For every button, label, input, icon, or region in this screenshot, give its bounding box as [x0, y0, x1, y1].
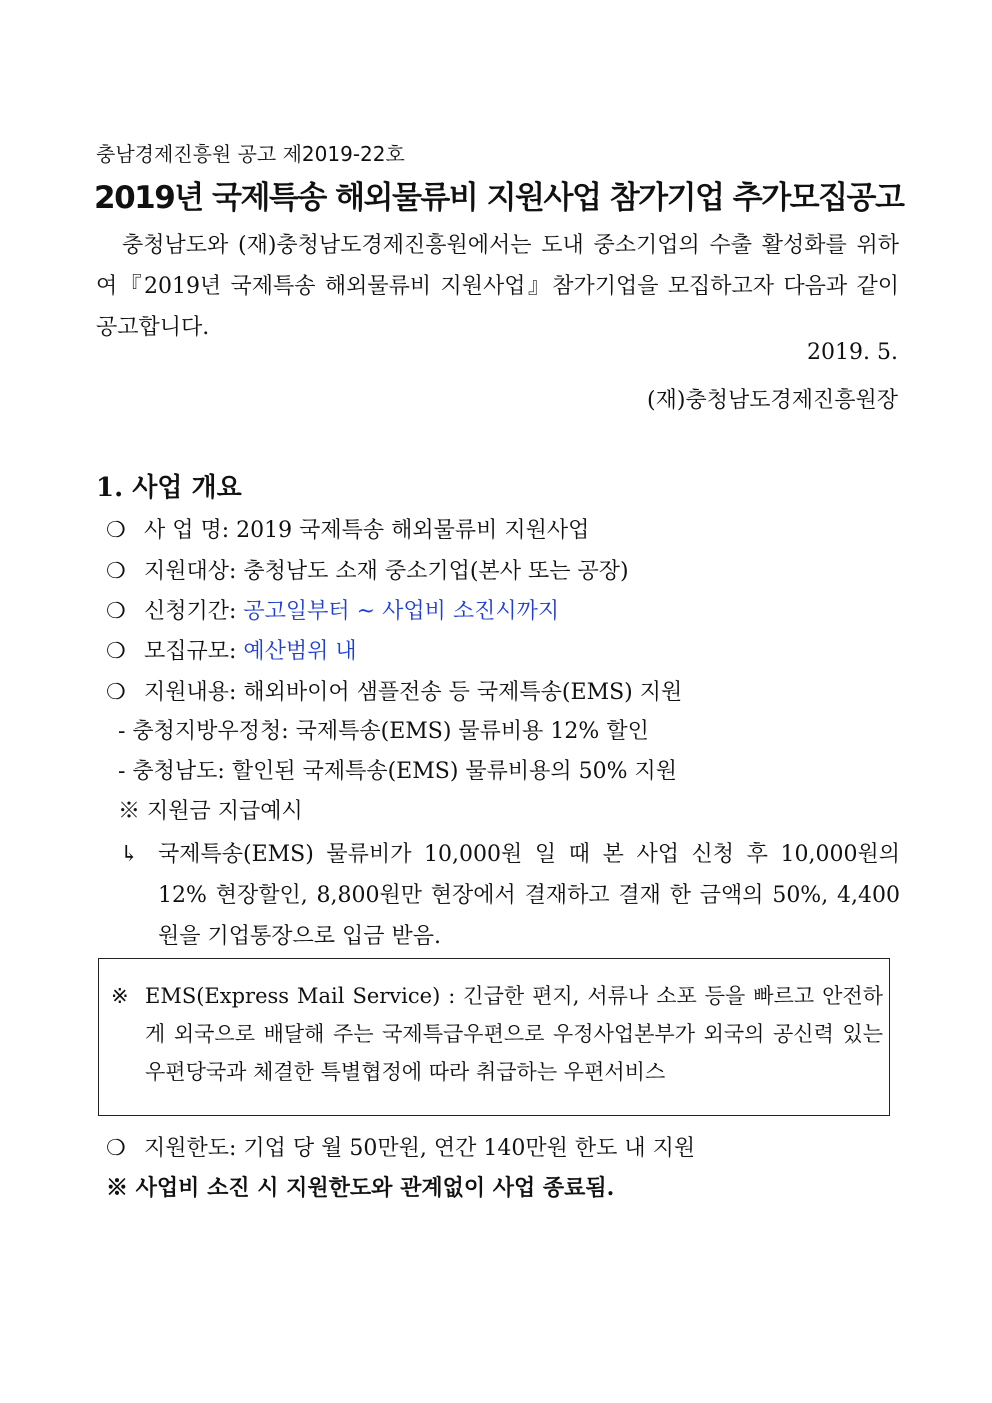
section-title-overview: 1. 사업 개요: [96, 473, 242, 503]
notice-number: 충남경제진흥원 공고 제2019-22호: [96, 142, 405, 166]
sub-item-postal-discount: - 충청지방우정청: 국제특송(EMS) 물류비용 12% 할인: [118, 719, 649, 744]
example-text: 국제특송(EMS) 물류비가 10,000원 일 때 본 사업 신청 후 10,000원의 12% 현장할인, 8,800원만 현장에서 결재하고 결재 한 금액의 50%, 4,400원을 기업통장으로 입금 받음.: [158, 842, 900, 949]
issuing-organization: (재)충청남도경제진흥원장: [647, 388, 898, 413]
ems-note-text: EMS(Express Mail Service) : 긴급한 편지, 서류나 소포 등을 빠르고 안전하게 외국으로 배달해 주는 국제특급우편으로 우정사업본부가 외국의 공신력 있는 우편당국과 체결한 특별협정에 따라 취급하는 우편서비스: [145, 984, 883, 1084]
item-value-highlight: 예산범위 내: [243, 639, 357, 664]
intro-paragraph: [96, 225, 899, 348]
circle-bullet-icon: ❍: [106, 639, 126, 664]
final-note: ※ 사업비 소진 시 지원한도와 관계없이 사업 종료됨.: [106, 1175, 615, 1201]
item-scale: [106, 634, 357, 665]
item-content: [106, 675, 682, 706]
item-label: 지원한도:: [144, 1136, 237, 1161]
item-label: 신청기간:: [144, 599, 237, 624]
item-value: 2019 국제특송 해외물류비 지원사업: [236, 518, 590, 543]
ems-note-box: [98, 958, 890, 1116]
ems-note: [111, 977, 883, 1091]
item-label: 지원내용:: [144, 680, 237, 705]
intro-text: 충청남도와 (재)충청남도경제진흥원에서는 도내 중소기업의 수출 활성화를 위하여『2019년 국제특송 해외물류비 지원사업』참가기업을 모집하고자 다음과 같이 공고합니다.: [96, 233, 899, 340]
reference-mark-icon: ※: [111, 984, 129, 1008]
circle-bullet-icon: ❍: [106, 559, 126, 584]
item-value: 해외바이어 샘플전송 등 국제특송(EMS) 지원: [243, 680, 683, 705]
document-title: 2019년 국제특송 해외물류비 지원사업 참가기업 추가모집공고: [94, 180, 904, 216]
item-value: 기업 당 월 50만원, 연간 140만원 한도 내 지원: [243, 1136, 696, 1161]
notice-date: 2019. 5.: [807, 340, 898, 365]
circle-bullet-icon: ❍: [106, 1136, 126, 1161]
item-value: 충청남도 소재 중소기업(본사 또는 공장): [243, 559, 629, 584]
example-heading: ※ 지원금 지급예시: [118, 799, 303, 824]
item-value-highlight: 공고일부터 ~ 사업비 소진시까지: [243, 599, 560, 624]
item-limit: [106, 1131, 695, 1162]
item-label: 지원대상:: [144, 559, 237, 584]
circle-bullet-icon: ❍: [106, 680, 126, 705]
item-target: [106, 554, 629, 585]
circle-bullet-icon: ❍: [106, 599, 126, 624]
item-period: [106, 594, 559, 625]
example-description: [120, 834, 900, 957]
circle-bullet-icon: ❍: [106, 518, 126, 543]
item-project-name: [106, 513, 589, 544]
item-label: 모집규모:: [144, 639, 237, 664]
sub-item-province-support: - 충청남도: 할인된 국제특송(EMS) 물류비용의 50% 지원: [118, 759, 678, 784]
return-arrow-icon: ↳: [120, 842, 139, 867]
item-label: 사 업 명:: [144, 518, 230, 543]
